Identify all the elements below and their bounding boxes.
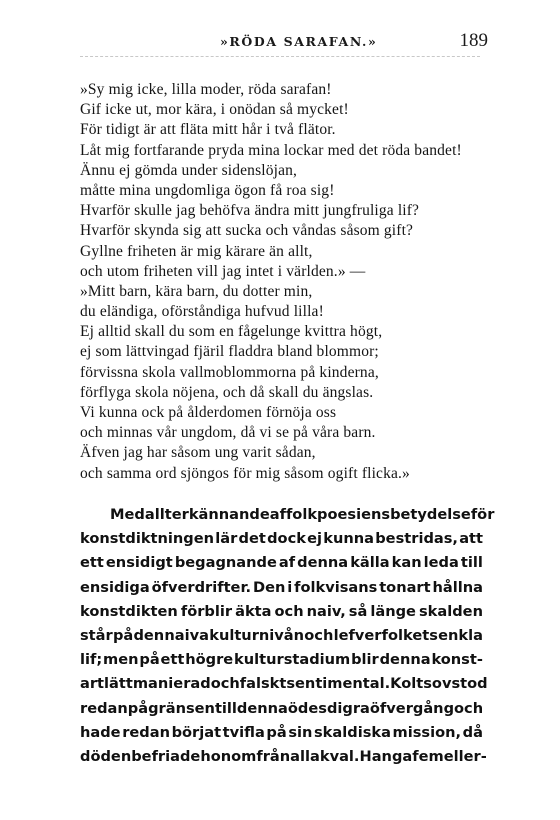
poem-line: Låt mig fortfarande pryda mina lockar med det röda bandet! [80,141,462,159]
word: och [210,675,240,693]
word: lif; [80,651,103,669]
word: naiv, [306,602,346,620]
word: ett [160,651,185,669]
poem-line: Hvarför skulle jag behöfva ändra mitt jungfruliga lif? [80,202,420,220]
word: döden [80,747,132,765]
word: och [304,626,334,644]
poem-line: du eländiga, oförståndiga hufvud lilla! [80,303,324,321]
word: betydelse [390,506,471,523]
prose-line [80,527,483,551]
word: gränsen [148,699,215,717]
word: denna [379,651,431,669]
word: Den [252,578,286,596]
page-number: 189 [459,30,488,51]
word: falskt [239,675,287,693]
poem-line: »Mitt barn, kära barn, du dotter min, [80,282,313,300]
word: sin [288,723,313,741]
poem-line: Vi kunna ock på ålderdomen förnöja oss [80,404,337,421]
poem-line: förvissna skola vallmoblommorna på kinderna, [80,363,379,381]
word: Koltsov [390,675,452,693]
word: öfvergång [369,699,455,717]
word: lefver [333,626,382,644]
word: skaldiska [314,723,391,741]
word: till [214,699,237,717]
word: redan [122,723,170,741]
prose-paragraph [80,503,495,769]
running-head [80,32,488,54]
poem-line: Äfven jag har såsom ung varit sådan, [80,444,316,462]
word: art [80,675,105,693]
word: det [238,530,266,548]
running-title: »RÖDA SARAFAN.» [220,34,378,49]
word: men [103,651,139,669]
word: konst- [431,651,483,669]
prose-line [80,600,483,624]
word: länge [370,602,416,620]
word: till [460,554,483,572]
word: begagnande [174,554,277,572]
word: befriade [131,747,201,765]
word: på [266,723,287,741]
word: för [470,506,495,523]
word: kulturstadium [234,651,351,669]
word: konstdikten [80,602,178,620]
word: den [133,626,165,644]
word: folkvisans [294,578,378,596]
word: dock [267,530,306,548]
word: af [269,506,286,523]
word: och [274,602,304,620]
word: kan [391,554,422,572]
word: allt [144,506,172,523]
word: Med [110,506,145,523]
poem-line: Gyllne friheten är mig kärare än allt, [80,242,313,260]
word: lär [215,530,238,548]
poem-line: och utom friheten vill jag intet i världen.» — [80,262,366,280]
word: hade [80,723,121,741]
word: och [454,699,484,717]
word: skalden [418,602,483,620]
word: tonart [379,578,431,596]
poem-line: ej som lättvingad fjäril fladdra bland blommor; [80,343,379,361]
word: leda [423,554,459,572]
poem-line: »Sy mig icke, lilla moder, röda sarafan! [80,81,332,98]
word: redan [80,699,128,717]
word: ensidiga [80,578,150,596]
word: ett [80,554,104,572]
word: af [278,554,296,572]
poem [80,80,500,484]
word: från [256,747,291,765]
word: lätt [104,675,133,693]
word: bestridas, [375,530,458,548]
word: står [80,626,113,644]
prose-line [80,672,488,696]
word: emeller- [418,747,487,765]
word: denna [236,699,288,717]
word: folkets [381,626,438,644]
word: folkpoesiens [285,506,391,523]
word: på [112,626,134,644]
poem-line: Ej alltid skall du som en fågelunge kvittra högt, [80,323,383,341]
prose-line [80,551,483,575]
poem-line: och minnas vår ungdom, då vi se på våra barn. [80,424,376,442]
header-rule [80,56,480,57]
prose-line [80,503,495,527]
word: ensidigt [105,554,173,572]
word: Han [359,747,392,765]
prose-line [80,648,483,672]
word: ej [307,530,323,548]
word: börjat [171,723,222,741]
poem-line: förflyga skola nöjena, och då skall du ängslas. [80,383,374,401]
word: mission, [392,723,462,741]
word: kval. [319,747,360,765]
word: ödesdigra [287,699,370,717]
word: så [348,602,368,620]
word: på [139,651,160,669]
poem-line: För tidigt är att fläta mitt hår i två flätor. [80,121,336,139]
word: manierad [132,675,211,693]
word: konstdiktningen [80,530,215,548]
word: gaf [391,747,419,765]
poem-line: Gif icke ut, mor kära, i onödan så mycket! [80,101,349,119]
word: då [462,723,483,741]
word: förblir [180,602,233,620]
word: tvifla [222,723,265,741]
word: källa [350,554,390,572]
word: kulturnivån [209,626,305,644]
word: honom [200,747,257,765]
word: hållna [432,578,483,596]
word: högre [185,651,234,669]
prose-line [80,697,483,721]
prose-line [80,745,487,769]
word: blir [351,651,379,669]
poem-line: Ännu ej gömda under sidenslöjan, [80,161,298,179]
word: sentimental. [286,675,391,693]
word: att [459,530,483,548]
poem-line: Hvarför skynda sig att sucka och våndas såsom gift? [80,222,414,240]
prose-line [80,721,483,745]
prose-line [80,624,483,648]
word: denna [297,554,349,572]
word: enkla [438,626,483,644]
word: öfverdrifter. [151,578,252,596]
poem-line: och samma ord sjöngos för mig såsom ogift flicka.» [80,464,410,482]
word: stod [451,675,488,693]
word: kunna [323,530,375,548]
word: äkta [235,602,272,620]
word: i [287,578,293,596]
word: erkännande [171,506,270,523]
poem-line: måtte mina ungdomliga ögon få roa sig! [80,181,335,199]
word: naiva [164,626,210,644]
word: alla [290,747,320,765]
word: på [127,699,149,717]
prose-line [80,576,483,600]
